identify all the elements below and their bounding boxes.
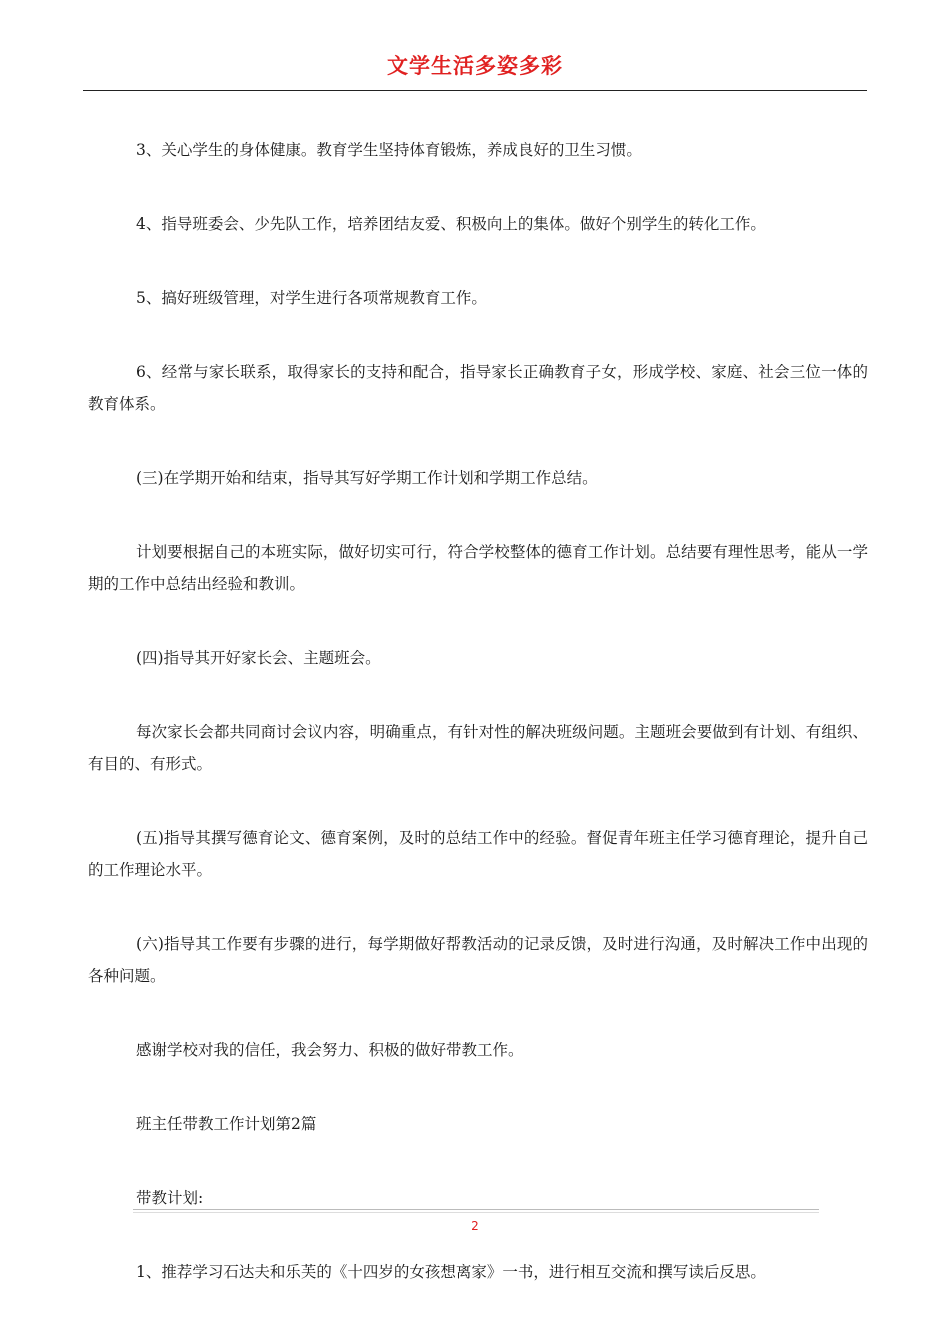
paragraph-item-4: 4、指导班委会、少先队工作，培养团结友爱、积极向上的集体。做好个别学生的转化工作。 [136, 215, 766, 233]
page-number: 2 [471, 1219, 479, 1233]
footer-divider [133, 1209, 819, 1210]
paragraph-thanks: 感谢学校对我的信任，我会努力、积极的做好带教工作。 [136, 1041, 524, 1059]
document-body [88, 134, 868, 1330]
paragraph-plan-label: 带教计划: [136, 1189, 204, 1207]
paragraph-item-6: 6、经常与家长联系，取得家长的支持和配合，指导家长正确教育子女，形成学校、家庭、社会三位一体的教育体系。 [88, 363, 868, 413]
paragraph-parent-meeting: 每次家长会都共同商讨会议内容，明确重点，有针对性的解决班级问题。主题班会要做到有计划、有组织、有目的、有形式。 [88, 723, 868, 773]
paragraph-item-3: 3、关心学生的身体健康。教育学生坚持体育锻炼，养成良好的卫生习惯。 [136, 141, 642, 159]
paragraph-section-5: (五)指导其撰写德育论文、德育案例，及时的总结工作中的经验。督促青年班主任学习德育理论，提升自己的工作理论水平。 [88, 829, 868, 879]
paragraph-section-6: (六)指导其工作要有步骤的进行，每学期做好帮教活动的记录反馈，及时进行沟通，及时解决工作中出现的各种问题。 [88, 935, 868, 985]
page-header-title: 文学生活多姿多彩 [387, 54, 563, 78]
paragraph-section-3: (三)在学期开始和结束，指导其写好学期工作计划和学期工作总结。 [136, 469, 598, 487]
header-divider [83, 90, 867, 91]
paragraph-plan-summary: 计划要根据自己的本班实际，做好切实可行，符合学校整体的德育工作计划。总结要有理性思考，能从一学期的工作中总结出经验和教训。 [88, 543, 868, 593]
footer-divider-secondary [133, 1212, 819, 1213]
paragraph-plan-item-1: 1、推荐学习石达夫和乐芙的《十四岁的女孩想离家》一书，进行相互交流和撰写读后反思。 [136, 1263, 766, 1281]
paragraph-section-4: (四)指导其开好家长会、主题班会。 [136, 649, 381, 667]
section-heading-part-2: 班主任带教工作计划第2篇 [136, 1115, 317, 1133]
paragraph-item-5: 5、搞好班级管理，对学生进行各项常规教育工作。 [136, 289, 487, 307]
